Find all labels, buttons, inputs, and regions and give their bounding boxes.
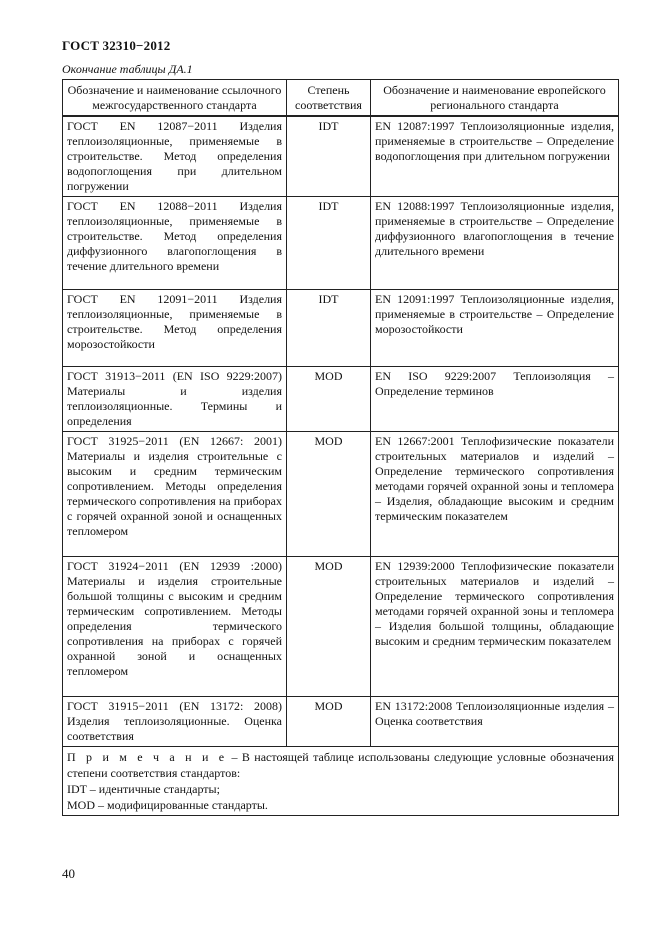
gost-cell: ГОСТ 31915−2011 (EN 13172: 2008) Изделия теплоизоляционные. Оценка соответствия xyxy=(63,697,287,747)
table-row xyxy=(63,367,619,432)
degree-cell: MOD xyxy=(287,557,371,697)
degree-cell: MOD xyxy=(287,697,371,747)
en-cell: EN 13172:2008 Теплоизоляционные изделия – Оценка соответствия xyxy=(371,697,619,747)
degree-cell: MOD xyxy=(287,432,371,557)
note-label: П р и м е ч а н и е xyxy=(67,750,228,764)
note-mod: MOD – модифицированные стандарты. xyxy=(67,798,268,812)
table-row xyxy=(63,197,619,290)
gost-cell: ГОСТ 31924−2011 (EN 12939 :2000) Материалы и изделия строительные большой толщины с высоким и средним термическим сопротивлением. Методы определения термического сопротивления на приборах с горячей охранной зоной и оснащенных тепломером xyxy=(63,557,287,697)
degree-cell: IDT xyxy=(287,197,371,290)
note-text: – В настоящей таблице использованы следующие условные обозначения степени соответствия стандартов: xyxy=(67,750,614,780)
degree-cell: MOD xyxy=(287,367,371,432)
page-number: 40 xyxy=(62,866,75,881)
column-header-en: Обозначение и наименование европейского регионального стандарта xyxy=(371,80,619,117)
column-header-gost: Обозначение и наименование ссылочного межгосударственного стандарта xyxy=(63,80,287,117)
gost-cell: ГОСТ EN 12091−2011 Изделия теплоизоляционные, применяемые в строительстве. Метод определения морозостойкости xyxy=(63,290,287,367)
gost-cell: ГОСТ 31913−2011 (EN ISO 9229:2007) Материалы и изделия теплоизоляционные. Термины и определения xyxy=(63,367,287,432)
gost-cell: ГОСТ EN 12088−2011 Изделия теплоизоляционные, применяемые в строительстве. Метод определения диффузионного влагопоглощения в течение длительного времени xyxy=(63,197,287,290)
en-cell: EN 12667:2001 Теплофизические показатели строительных материалов и изделий – Определение термического сопротивления методами горячей охранной зоны и тепломера – Изделия, обладающие высоким и средним термическим показателем xyxy=(371,432,619,557)
note-intro xyxy=(67,749,614,781)
table-header-row xyxy=(63,80,619,117)
en-cell: EN 12088:1997 Теплоизоляционные изделия, применяемые в строительстве – Определение диффузионного влагопоглощения в течение длительного времени xyxy=(371,197,619,290)
table-row xyxy=(63,290,619,367)
table-row xyxy=(63,697,619,747)
en-cell: EN 12091:1997 Теплоизоляционные изделия, применяемые в строительстве – Определение морозостойкости xyxy=(371,290,619,367)
table-note xyxy=(63,747,619,816)
table-row xyxy=(63,116,619,197)
en-cell: EN 12087:1997 Теплоизоляционные изделия, применяемые в строительстве – Определение водопоглощения при длительном погружении xyxy=(371,116,619,197)
gost-cell: ГОСТ 31925−2011 (EN 12667: 2001) Материалы и изделия строительные с высоким и средним термическим сопротивлением. Методы определения термического сопротивления на приборах с горячей охранной зоной и оснащенных тепломером xyxy=(63,432,287,557)
en-cell: EN ISO 9229:2007 Теплоизоляция – Определение терминов xyxy=(371,367,619,432)
column-header-degree: Степень соответствия xyxy=(287,80,371,117)
degree-cell: IDT xyxy=(287,116,371,197)
en-cell: EN 12939:2000 Теплофизические показатели строительных материалов и изделий – Определение термического сопротивления методами горячей охранной зоны и тепломера – Изделия большой толщины, обладающие высоким и средним термическим показателем xyxy=(371,557,619,697)
gost-cell: ГОСТ EN 12087−2011 Изделия теплоизоляционные, применяемые в строительстве. Метод определения водопоглощения при длительном погружении xyxy=(63,116,287,197)
document-title: ГОСТ 32310−2012 xyxy=(62,38,171,53)
degree-cell: IDT xyxy=(287,290,371,367)
note-idt: IDT – идентичные стандарты; xyxy=(67,782,220,796)
table-caption: Окончание таблицы ДА.1 xyxy=(62,62,193,76)
table-row xyxy=(63,432,619,557)
note-row xyxy=(63,747,619,816)
standards-table xyxy=(62,79,619,816)
table-row xyxy=(63,557,619,697)
